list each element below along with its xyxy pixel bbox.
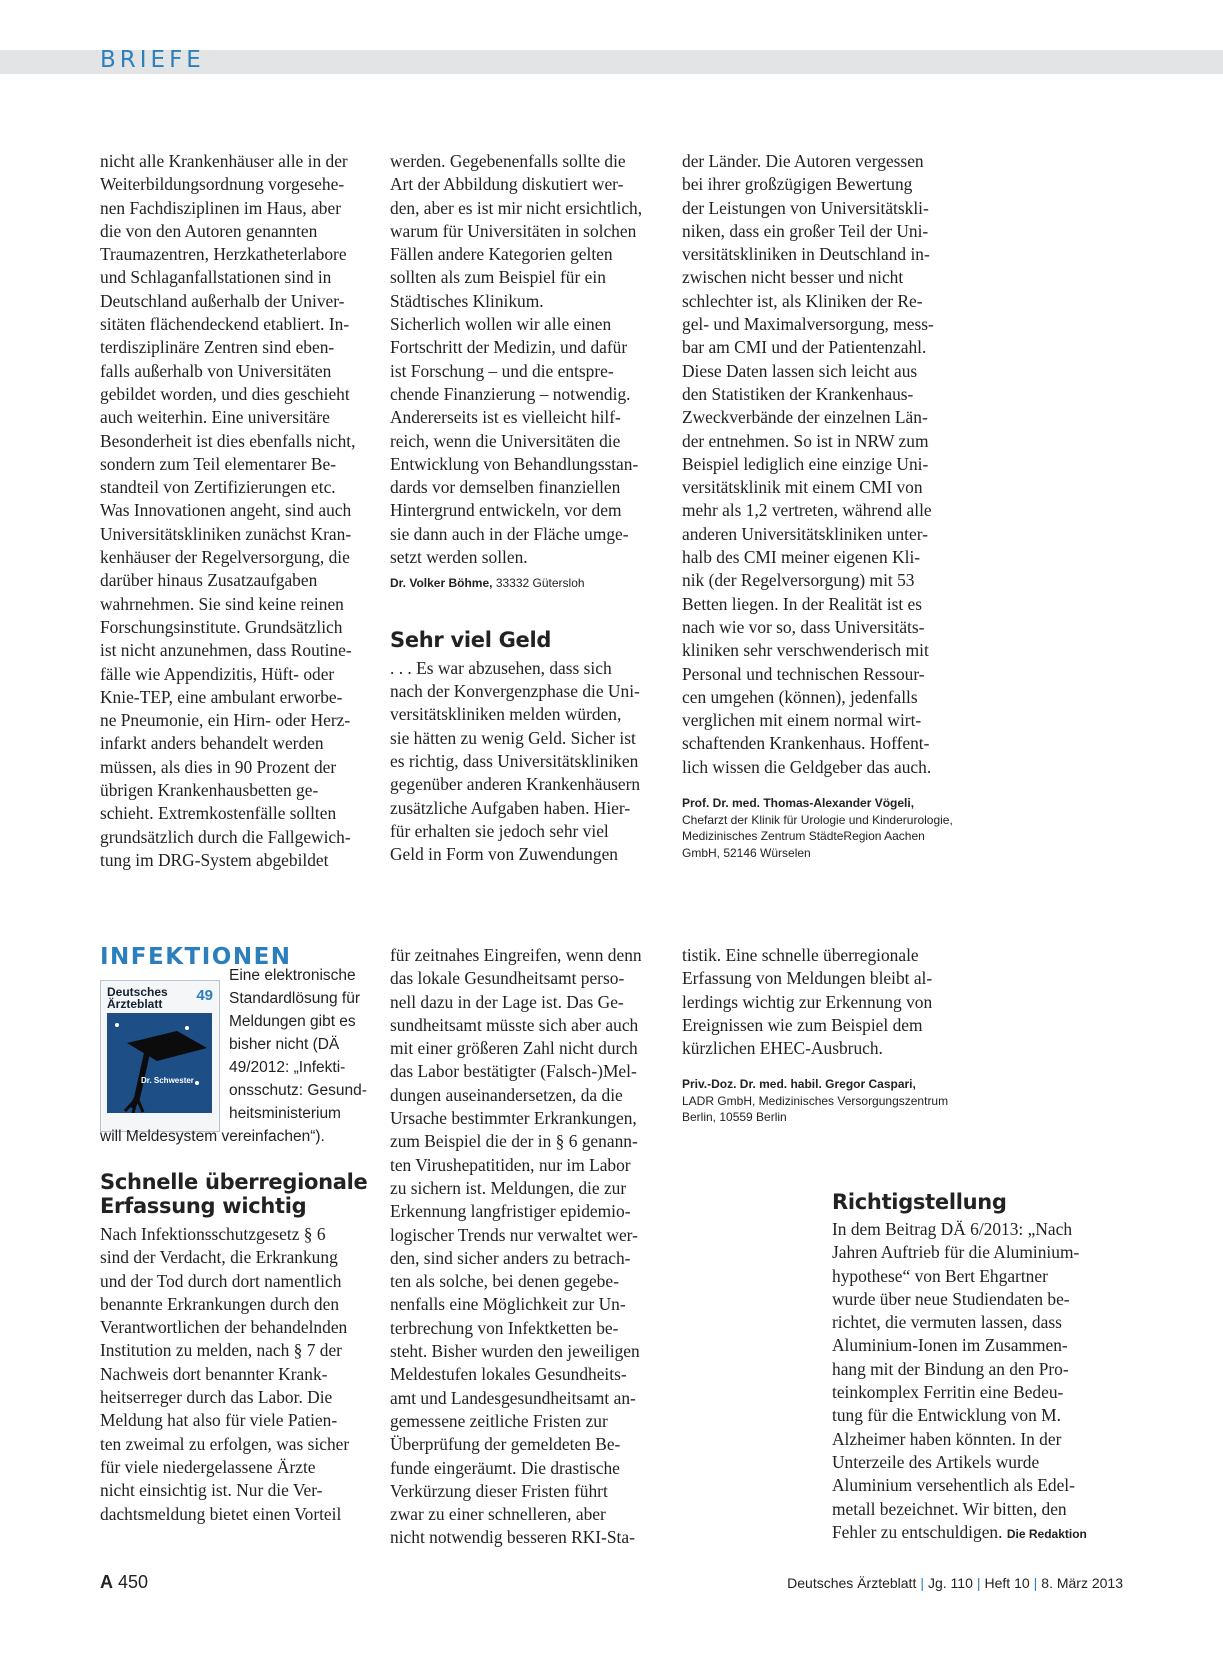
footer-volume: Jg. 110: [927, 1575, 973, 1591]
text-line: wurde über neue Studiendaten be-: [832, 1288, 1070, 1309]
text-line: dachtsmeldung bietet einen Vorteil: [100, 1503, 342, 1524]
text-line: übrigen Krankenhausbetten ge-: [100, 780, 319, 801]
heading-sehr-viel-geld: Sehr viel Geld: [390, 627, 552, 652]
text-line: Traumazentren, Herzkatheterlabore: [100, 244, 347, 265]
text-line: ist Forschung – und die entspre-: [390, 360, 614, 381]
bottom-column-2: [390, 944, 675, 1550]
text-line: tung im DRG-System abgebildet: [100, 849, 329, 870]
text-line: sie hätten zu wenig Geld. Sicher ist: [390, 727, 636, 748]
text-line: Schnelle überregionale: [100, 1170, 368, 1194]
footer-date: 8. März 2013: [1041, 1575, 1123, 1591]
text-line: lerdings wichtig zur Erkennung von: [682, 991, 933, 1012]
text-line: halb des CMI meiner eigenen Kli-: [682, 547, 921, 568]
text-line: nicht notwendig besseren RKI-Sta-: [390, 1527, 635, 1548]
text-line: Betten liegen. In der Realität ist es: [682, 593, 923, 614]
text-line: Erfassung wichtig: [100, 1194, 307, 1218]
text-line: nicht alle Krankenhäuser alle in der: [100, 151, 348, 171]
text-line: versitätskliniken melden würden,: [390, 704, 622, 725]
top-column-3: [682, 150, 962, 861]
heading-schnelle-erfassung: [100, 1170, 385, 1218]
text-line: Eine elektronische: [229, 967, 356, 984]
text-line: nicht einsichtig ist. Nur die Ver-: [100, 1480, 323, 1501]
text-line: schlechter ist, als Kliniken der Re-: [682, 290, 923, 311]
text-line: benannte Erkrankungen durch den: [100, 1293, 340, 1314]
text-line: das Labor bestätigter (Falsch-)Mel-: [390, 1061, 637, 1082]
text-line: zu sichern ist. Meldungen, die zur: [390, 1177, 627, 1198]
text-line: Verantwortlichen der behandelnden: [100, 1317, 348, 1338]
text-line: verglichen mit einem normal wirt-: [682, 710, 922, 731]
text-line: falls außerhalb von Universitäten: [100, 360, 332, 381]
text-line: anderen Universitätskliniken unter-: [682, 523, 928, 544]
signature-line: Berlin, 10559 Berlin: [682, 1110, 787, 1125]
text-line: Sicherlich wollen wir alle einen: [390, 314, 612, 335]
text-line: . . . Es war abzusehen, dass sich: [390, 657, 612, 678]
text-line: kürzlichen EHEC-Ausbruch.: [682, 1038, 883, 1059]
text-line: den, sind sicher anders zu betrach-: [390, 1247, 631, 1268]
text-line: sitäten flächendeckend etabliert. In-: [100, 314, 350, 335]
text-line: der Leistungen von Universitätskli-: [682, 197, 929, 218]
correction-box: [832, 1190, 1122, 1544]
text-line: lich wissen die Geldgeber das auch.: [682, 756, 932, 777]
text-line: der Länder. Die Autoren vergessen: [682, 151, 924, 171]
text-line: funde eingeräumt. Die drastische: [390, 1457, 620, 1478]
text-line: ist nicht anzunehmen, dass Routine-: [100, 640, 352, 661]
text-line: infarkt anders behandelt werden: [100, 733, 324, 754]
text-line: versitätskliniken in Deutschland in-: [682, 244, 930, 265]
text-line: chende Finanzierung – notwendig.: [390, 383, 631, 404]
text-line: Weiterbildungsordnung vorgesehe-: [100, 174, 345, 195]
text-line: zwar zu einer schnelleren, aber: [390, 1504, 606, 1525]
text-line: Beispiel lediglich eine einzige Uni-: [682, 453, 929, 474]
text-line: Fällen andere Kategorien gelten: [390, 244, 613, 265]
signature-place: 33332 Gütersloh: [492, 576, 585, 591]
text-line: schieht. Extremkostenfälle sollten: [100, 803, 337, 824]
top-column-1: [100, 150, 375, 872]
text-line: hang mit der Bindung an den Pro-: [832, 1358, 1069, 1379]
text-line: Jahren Auftrieb für die Aluminium-: [832, 1242, 1080, 1263]
text-line: grundsätzlich durch die Fallgewich-: [100, 826, 351, 847]
text-line: mit einer größeren Zahl nicht durch: [390, 1038, 638, 1059]
text-line: onsschutz: Gesund-: [229, 1082, 367, 1099]
text-line: nen Fachdisziplinen im Haus, aber: [100, 197, 341, 218]
page-prefix: A: [100, 1572, 113, 1592]
text-line: nach der Konvergenzphase die Uni-: [390, 681, 640, 702]
text-line: Hintergrund entwickeln, vor dem: [390, 500, 622, 521]
cover-caption: Dr. Schwester: [141, 1076, 194, 1085]
text-line: sollten als zum Beispiel für ein: [390, 267, 606, 288]
text-line: sind der Verdacht, die Erkrankung: [100, 1247, 338, 1268]
text-line: kliniken sehr verschwenderisch mit: [682, 640, 929, 661]
text-line: Geld in Form von Zuwendungen: [390, 844, 618, 865]
text-line: Erfassung von Meldungen bleibt al-: [682, 968, 933, 989]
text-line: Meldungen gibt es: [229, 1013, 356, 1030]
page-number-value: 450: [118, 1572, 149, 1592]
top-col2b-text: [390, 657, 670, 867]
heading-richtigstellung: Richtigstellung: [832, 1190, 1007, 1214]
text-line: für viele niedergelassene Ärzte: [100, 1456, 316, 1477]
text-line: den Statistiken der Krankenhaus-: [682, 383, 914, 404]
bottom-column-3: [682, 944, 972, 1126]
signature-voegeli: [682, 795, 962, 861]
text-line: Unterzeile des Artikels wurde: [832, 1451, 1040, 1472]
text-line: Ursache bestimmter Erkrankungen,: [390, 1108, 637, 1129]
cover-title: [107, 986, 168, 1010]
text-line: bei ihrer großzügigen Bewertung: [682, 174, 913, 195]
text-line: nell dazu in der Lage ist. Das Ge-: [390, 991, 624, 1012]
text-line: Art der Abbildung diskutiert wer-: [390, 174, 624, 195]
text-line: es richtig, dass Universitätskliniken: [390, 751, 639, 772]
footer-issue: Heft 10: [984, 1575, 1030, 1591]
text-line: Verkürzung dieser Fristen führt: [390, 1480, 608, 1501]
correction-signature: Die Redaktion: [1006, 1526, 1087, 1541]
rubric-infektionen: INFEKTIONEN: [100, 944, 292, 970]
text-line: Nachweis dort benannter Krank-: [100, 1363, 328, 1384]
text-line: richtet, die vermuten lassen, dass: [832, 1312, 1062, 1333]
text-line: dards vor demselben finanziellen: [390, 477, 621, 498]
text-line: Deutschland außerhalb der Univer-: [100, 290, 345, 311]
text-line: hypothese“ von Bert Ehgartner: [832, 1265, 1048, 1286]
text-line: sondern zum Teil elementarer Be-: [100, 453, 337, 474]
text-line: mehr als 1,2 vertreten, während alle: [682, 500, 932, 521]
text-line: zusätzliche Aufgaben haben. Hier-: [390, 797, 631, 818]
correction-last-line: Fehler zu entschuldigen.: [832, 1521, 1003, 1542]
text-line: Entwicklung von Behandlungsstan-: [390, 453, 639, 474]
text-line: Besonderheit ist dies ebenfalls nicht,: [100, 430, 356, 451]
top-col1-text: [100, 150, 375, 872]
text-line: heitsministerium: [229, 1105, 341, 1122]
teaser-text: [229, 964, 379, 1125]
text-line: teinkomplex Ferritin eine Bedeu-: [832, 1382, 1064, 1403]
text-line: bisher nicht (DÄ: [229, 1036, 340, 1053]
text-line: Nach Infektionsschutzgesetz § 6: [100, 1224, 326, 1244]
bottom-col2-text: [390, 944, 675, 1550]
text-line: Personal und technischen Ressour-: [682, 663, 925, 684]
text-line: auch weiterhin. Eine universitäre: [100, 407, 330, 428]
bottom-col1-text: [100, 1223, 385, 1526]
text-line: für erhalten sie jedoch sehr viel: [390, 820, 609, 841]
text-line: darüber hinaus Zusatzaufgaben: [100, 570, 318, 591]
text-line: wahrnehmen. Sie sind keine reinen: [100, 593, 344, 614]
text-line: tung für die Entwicklung von M.: [832, 1405, 1061, 1426]
text-line: für zeitnahes Eingreifen, wenn denn: [390, 945, 642, 965]
text-line: Erkennung langfristiger epidemio-: [390, 1201, 631, 1222]
signature-name: Priv.-Doz. Dr. med. habil. Gregor Caspari,: [682, 1077, 916, 1092]
bottom-col3-text: [682, 944, 972, 1060]
top-col2-text: [390, 150, 670, 569]
correction-text: [832, 1218, 1122, 1521]
signature-line: Medizinisches Zentrum StädteRegion Aachen: [682, 829, 925, 844]
text-line: niken, dass ein großer Teil der Uni-: [682, 220, 929, 241]
text-line: Was Innovationen angeht, sind auch: [100, 500, 352, 521]
signature-line: Chefarzt der Klinik für Urologie und Kinderurologie,: [682, 812, 953, 827]
teaser-last: [100, 1125, 385, 1148]
text-line: Überprüfung der gemeldeten Be-: [390, 1434, 621, 1455]
text-line: Standardlösung für: [229, 990, 360, 1007]
cover-issue-number: 49: [196, 987, 213, 1004]
text-line: gegenüber anderen Krankenhäusern: [390, 774, 641, 795]
bottom-column-1: [100, 1170, 385, 1526]
text-line: terbrechung von Infektketten be-: [390, 1317, 619, 1338]
text-line: Institution zu melden, nach § 7 der: [100, 1340, 342, 1361]
text-line: zwischen nicht besser und nicht: [682, 267, 904, 288]
text-line: bar am CMI und der Patientenzahl.: [682, 337, 927, 358]
signature-name: Prof. Dr. med. Thomas-Alexander Vögeli,: [682, 796, 915, 811]
text-line: dungen auseinandersetzen, da die: [390, 1084, 623, 1105]
text-line: Andererseits ist es vielleicht hilf-: [390, 407, 621, 428]
text-line: fälle wie Appendizitis, Hüft- oder: [100, 663, 335, 684]
text-line: und der Tod durch dort namentlich: [100, 1270, 342, 1291]
text-line: ne Pneumonie, ein Hirn- oder Herz-: [100, 710, 351, 731]
text-line: setzt werden sollen.: [390, 547, 528, 568]
text-line: Forschungsinstitute. Grundsätzlich: [100, 616, 343, 637]
text-line: Meldestufen lokales Gesundheits-: [390, 1364, 627, 1385]
text-line: In dem Beitrag DÄ 6/2013: „Nach: [832, 1219, 1073, 1239]
text-line: Diese Daten lassen sich leicht aus: [682, 360, 918, 381]
text-line: den, aber es ist mir nicht ersichtlich,: [390, 197, 643, 218]
text-line: nenfalls eine Möglichkeit zur Un-: [390, 1294, 626, 1315]
cover-title-line2: Ärzteblatt: [107, 997, 163, 1011]
correction-last: [832, 1521, 1122, 1544]
signature-line: LADR GmbH, Medizinisches Versorgungszentrum: [682, 1093, 949, 1108]
section-label: BRIEFE: [100, 47, 205, 73]
text-line: gel- und Maximalversorgung, mess-: [682, 314, 934, 335]
text-line: zum Beispiel die der in § 6 genann-: [390, 1131, 638, 1152]
text-line: der entnehmen. So ist in NRW zum: [682, 430, 929, 451]
footer-journal: Deutsches Ärzteblatt: [787, 1575, 917, 1591]
text-line: 49/2012: „Infekti-: [229, 1059, 346, 1076]
text-line: Fortschritt der Medizin, und dafür: [390, 337, 628, 358]
text-line: gebildet worden, und dies geschieht: [100, 383, 350, 404]
text-line: Universitätskliniken zunächst Kran-: [100, 523, 352, 544]
text-line: Ereignissen wie zum Beispiel dem: [682, 1014, 923, 1035]
text-line: nach wie vor so, dass Universitäts-: [682, 616, 925, 637]
text-line: cen umgehen (können), jedenfalls: [682, 686, 918, 707]
text-line: und Schlaganfallstationen sind in: [100, 267, 332, 288]
text-line: kenhäuser der Regelversorgung, die: [100, 547, 350, 568]
page-number: [100, 1572, 148, 1593]
signature-line: GmbH, 52146 Würselen: [682, 845, 811, 860]
cover-image: [107, 1013, 212, 1113]
magazine-cover: [100, 980, 220, 1132]
text-line: Knie-TEP, eine ambulant erworbe-: [100, 686, 343, 707]
teaser-last-line: will Meldesystem vereinfachen“).: [100, 1128, 325, 1145]
signature-boehme: [390, 575, 670, 592]
text-line: tistik. Eine schnelle überregionale: [682, 945, 919, 965]
teaser: [229, 964, 379, 1125]
top-col3-text: [682, 150, 962, 779]
text-line: heitserreger durch das Labor. Die: [100, 1387, 333, 1408]
text-line: versitätsklinik mit einem CMI von: [682, 477, 923, 498]
text-line: schaftenden Krankenhaus. Hoffent-: [682, 733, 930, 754]
text-line: ten Virushepatitiden, nur im Labor: [390, 1154, 631, 1175]
text-line: nik (der Regelversorgung) mit 53: [682, 570, 915, 591]
top-column-2: [390, 150, 670, 867]
signature-name: Dr. Volker Böhme,: [390, 576, 493, 591]
text-line: die von den Autoren genannten: [100, 220, 318, 241]
text-line: steht. Bisher wurden den jeweiligen: [390, 1341, 640, 1362]
text-line: gemessene zeitliche Fristen zur: [390, 1410, 608, 1431]
text-line: Zweckverbände der einzelnen Län-: [682, 407, 928, 428]
footer-citation: Deutsches Ärzteblatt | Jg. 110 | Heft 10 | 8. März 2013: [787, 1575, 1123, 1591]
text-line: ten zweimal zu erfolgen, was sicher: [100, 1433, 350, 1454]
graduation-cap-icon: [107, 1013, 212, 1113]
text-line: sie dann auch in der Fläche umge-: [390, 523, 629, 544]
text-line: müssen, als dies in 90 Prozent der: [100, 756, 337, 777]
signature-caspari: [682, 1076, 972, 1126]
text-line: werden. Gegebenenfalls sollte die: [390, 151, 626, 171]
text-line: reich, wenn die Universitäten die: [390, 430, 621, 451]
text-line: ten als solche, bei denen gegebe-: [390, 1271, 619, 1292]
text-line: standteil von Zertifizierungen etc.: [100, 477, 336, 498]
text-line: amt und Landesgesundheitsamt an-: [390, 1387, 636, 1408]
text-line: Aluminium versehentlich als Edel-: [832, 1475, 1075, 1496]
text-line: Meldung hat also für viele Patien-: [100, 1410, 338, 1431]
cover-title-line1: Deutsches: [107, 985, 168, 999]
text-line: metall bezeichnet. Wir bitten, den: [832, 1498, 1067, 1519]
text-line: Alzheimer haben könnten. In der: [832, 1428, 1062, 1449]
text-line: Aluminium-Ionen im Zusammen-: [832, 1335, 1068, 1356]
text-line: sundheitsamt müsste sich aber auch: [390, 1014, 639, 1035]
text-line: Städtisches Klinikum.: [390, 290, 544, 311]
text-line: warum für Universitäten in solchen: [390, 220, 637, 241]
text-line: logischer Trends nur verwaltet wer-: [390, 1224, 638, 1245]
text-line: das lokale Gesundheitsamt perso-: [390, 968, 625, 989]
text-line: terdisziplinäre Zentren sind eben-: [100, 337, 335, 358]
